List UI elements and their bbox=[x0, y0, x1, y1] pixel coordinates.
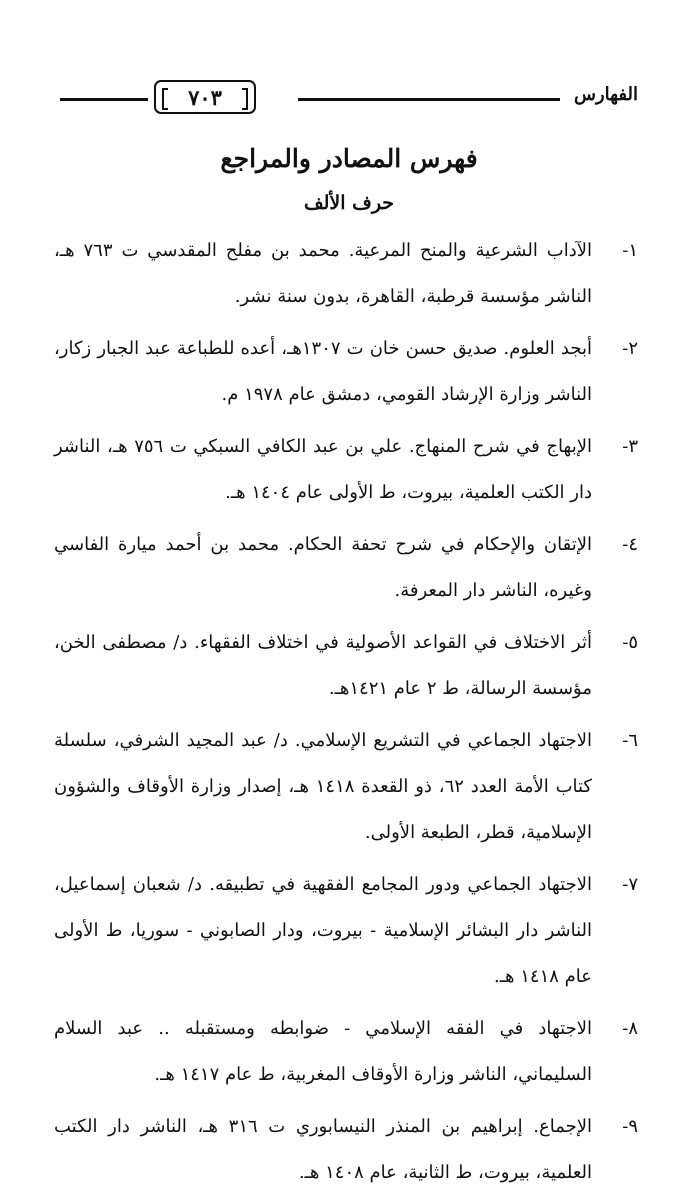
bibliography-entry-6 bbox=[54, 718, 638, 856]
entry-text: الإجماع. إبراهيم بن المنذر النيسابوري ت ٣١٦ هـ، الناشر دار الكتب العلمية، بيروت، ط الثانية، عام ١٤٠٨ هـ. bbox=[54, 1116, 592, 1183]
bibliography-entry-9 bbox=[54, 1104, 638, 1196]
bibliography-entry-7 bbox=[54, 862, 638, 1000]
header-rule-left bbox=[60, 98, 148, 101]
bibliography-entry-8 bbox=[54, 1006, 638, 1098]
entry-number: ١- bbox=[622, 240, 638, 261]
page-number-box bbox=[154, 80, 256, 114]
bibliography-entry-1 bbox=[54, 228, 638, 320]
entry-text: الاجتهاد الجماعي في التشريع الإسلامي. د/ عبد المجيد الشرفي، سلسلة كتاب الأمة العدد ٦٢، ذو القعدة ١٤١٨ هـ، إصدار وزارة الأوقاف والشؤون الإسلامية، قطر، الطبعة الأولى. bbox=[54, 730, 592, 843]
entry-number: ٣- bbox=[622, 436, 638, 457]
header-rule-right bbox=[298, 98, 560, 101]
running-header bbox=[60, 80, 638, 120]
entry-text: الاجتهاد الجماعي ودور المجامع الفقهية في تطبيقه. د/ شعبان إسماعيل، الناشر دار البشائر الإسلامية - بيروت، ودار الصابوني - سوريا، ط الأولى عام ١٤١٨ هـ. bbox=[54, 874, 592, 987]
bibliography-entry-3 bbox=[54, 424, 638, 516]
entry-number: ٢- bbox=[622, 338, 638, 359]
entry-text: الاجتهاد في الفقه الإسلامي - ضوابطه ومستقبله .. عبد السلام السليماني، الناشر وزارة الأوقاف المغربية، ط عام ١٤١٧ هـ. bbox=[54, 1018, 592, 1085]
entry-number: ٤- bbox=[622, 534, 638, 555]
page-number: ٧٠٣ bbox=[188, 84, 222, 110]
entry-number: ٩- bbox=[622, 1116, 638, 1137]
entry-text: أثر الاختلاف في القواعد الأصولية في اختلاف الفقهاء. د/ مصطفى الخن، مؤسسة الرسالة، ط ٢ عام ١٤٢١هـ. bbox=[54, 632, 592, 699]
section-heading: حرف الألف bbox=[303, 192, 395, 214]
entry-text: الإبهاج في شرح المنهاج. علي بن عبد الكافي السبكي ت ٧٥٦ هـ، الناشر دار الكتب العلمية، بيروت، ط الأولى عام ١٤٠٤ هـ. bbox=[54, 436, 593, 503]
entry-text: الإتقان والإحكام في شرح تحفة الحكام. محمد بن أحمد ميارة الفاسي وغيره، الناشر دار المعرفة. bbox=[54, 534, 592, 601]
entry-number: ٨- bbox=[622, 1018, 638, 1039]
entry-number: ٥- bbox=[622, 632, 638, 653]
entry-number: ٧- bbox=[622, 874, 638, 895]
page-title: فهرس المصادر والمراجع bbox=[220, 144, 478, 173]
entry-text: أبجد العلوم. صديق حسن خان ت ١٣٠٧هـ، أعده للطباعة عبد الجبار زكار، الناشر وزارة الإرشاد القومي، دمشق عام ١٩٧٨ م. bbox=[54, 338, 592, 405]
bibliography-entry-5 bbox=[54, 620, 638, 712]
entry-number: ٦- bbox=[622, 730, 638, 751]
bibliography-list bbox=[54, 228, 638, 1202]
running-title: الفهارس bbox=[573, 84, 638, 105]
bibliography-entry-4 bbox=[54, 522, 638, 614]
bibliography-entry-2 bbox=[54, 326, 638, 418]
entry-text: الآداب الشرعية والمنح المرعية. محمد بن مفلح المقدسي ت ٧٦٣ هـ، الناشر مؤسسة قرطبة، القاهرة، بدون سنة نشر. bbox=[54, 240, 592, 307]
